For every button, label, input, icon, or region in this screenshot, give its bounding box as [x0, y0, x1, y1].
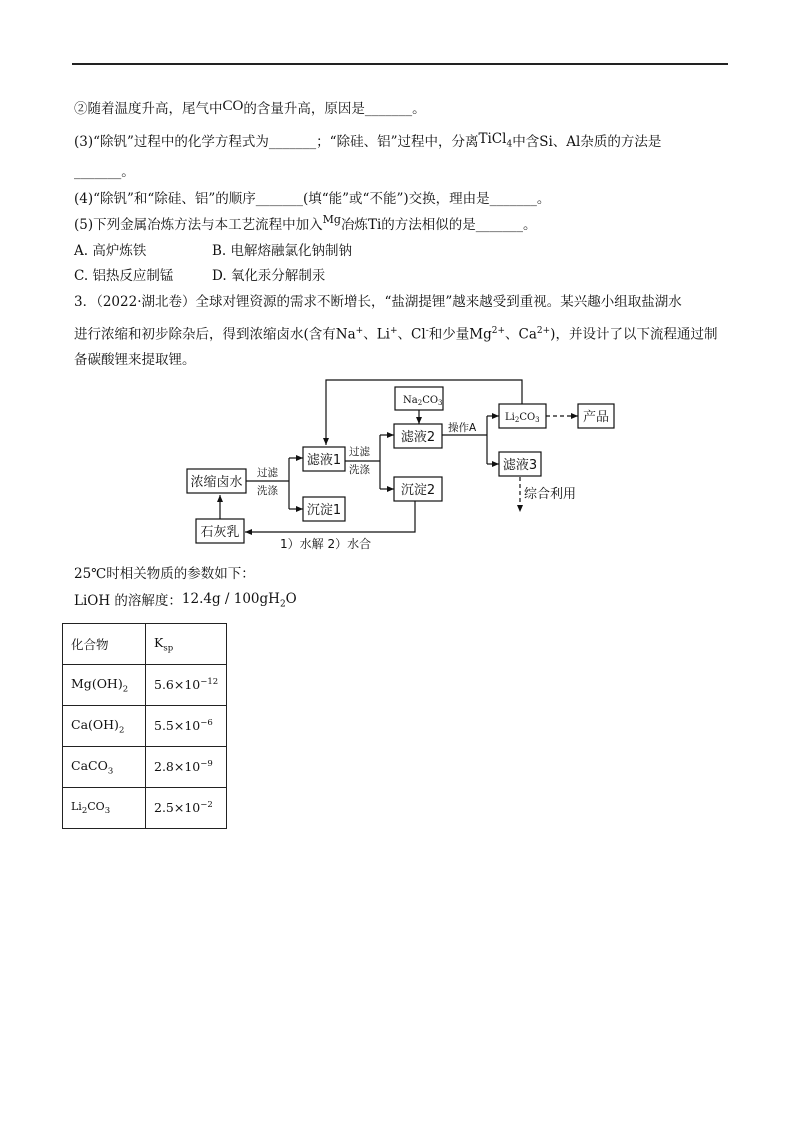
- table-row: [63, 665, 227, 706]
- problem3-text-2c: )，并设计了以下流程通过制: [550, 326, 718, 343]
- option-text: 铝热反应制锰: [92, 268, 174, 284]
- mg-charge: 2+: [491, 326, 505, 336]
- cl-ion: Cl: [411, 326, 426, 343]
- ksp-exponent: −2: [200, 800, 213, 811]
- formula-sub: 3: [104, 806, 111, 817]
- header-compound: [63, 624, 146, 665]
- precip2-label: 沉淀2: [400, 483, 436, 498]
- option-key: B.: [212, 243, 227, 259]
- q2-text-b: 的含量升高，原因是_______。: [243, 101, 426, 117]
- formula-part: (OH): [91, 675, 123, 691]
- q4-text: (4)“除钒”和“除硅、铝”的顺序_______(填“能”或“不能”)交换，理由是_______。: [74, 191, 551, 207]
- lioh-value: [181, 591, 297, 610]
- filtrate3-label: 滤液3: [502, 458, 538, 473]
- separator: 、: [397, 326, 412, 343]
- li2co3-sub3: 3: [535, 416, 540, 424]
- wash-label-2: 洗涤: [349, 464, 370, 476]
- ksp-mantissa: 5.5×10: [154, 718, 201, 734]
- ksp-cell: [146, 747, 227, 788]
- compound-cell: [63, 788, 146, 829]
- ksp-sub: sp: [163, 643, 174, 654]
- compound-cell: [63, 665, 146, 706]
- formula-part: Mg: [71, 675, 92, 691]
- ticl-sub: 4: [506, 139, 513, 150]
- lime-milk-label: 石灰乳: [200, 525, 240, 540]
- option-key: A.: [74, 243, 89, 259]
- na2co3-sub2: 2: [417, 399, 423, 407]
- ksp-cell: [146, 665, 227, 706]
- brine-label: 浓缩卤水: [190, 475, 243, 490]
- filter-label-2: 过滤: [349, 446, 370, 458]
- option-text: 电解熔融氯化钠制钠: [230, 243, 353, 259]
- option-text: 高炉炼铁: [92, 243, 147, 259]
- option-key: C.: [74, 268, 89, 284]
- q5-text-b: 冶炼: [340, 217, 368, 233]
- header-compound-text: 化合物: [71, 637, 109, 652]
- operation-a-label: 操作A: [448, 422, 477, 434]
- formula-sub: 2: [122, 684, 129, 695]
- formula-sub: 2: [118, 725, 125, 736]
- lioh-solubility: [74, 592, 297, 616]
- separator: 、: [505, 326, 519, 343]
- precip1-label: 沉淀1: [306, 503, 342, 518]
- na2co3-na: Na: [403, 395, 418, 406]
- ksp-mantissa: 5.6×10: [154, 677, 201, 693]
- ksp-cell: [146, 788, 227, 829]
- lioh-sub: 2: [279, 599, 286, 610]
- table-header-row: [63, 624, 227, 665]
- q3-text-c: 、: [552, 134, 567, 150]
- ksp-table: [62, 623, 227, 829]
- problem3-text-2a: 进行浓缩和初步除杂后，得到浓缩卤水(含有: [74, 326, 336, 343]
- li2co3-formula: [505, 412, 540, 424]
- filtrate1-label: 滤液1: [306, 453, 342, 468]
- table-row: [63, 788, 227, 829]
- compound-cell: [63, 706, 146, 747]
- ksp-exponent: −9: [200, 759, 213, 770]
- ksp-mantissa: 2.8×10: [154, 759, 201, 775]
- table-row: [63, 706, 227, 747]
- na2co3-formula: [403, 395, 443, 407]
- q3-text-d: 杂质的方法是: [580, 134, 662, 150]
- si-formula: Si: [539, 134, 553, 150]
- li-charge: +: [390, 326, 398, 336]
- problem3-text-2b: 和少量: [428, 326, 470, 343]
- header-ksp: [146, 624, 227, 665]
- mg-formula: Mg: [322, 213, 341, 226]
- separator: 、: [363, 326, 377, 343]
- wash-label-1: 洗涤: [257, 485, 278, 497]
- q3-text-b: 中含: [512, 134, 540, 150]
- option-key: D.: [212, 268, 227, 284]
- problem3-text-1: 3．（2022·湖北卷）全球对锂资源的需求不断增长，“盐湖提锂”越来越受到重视。某兴趣小组取盐湖水: [74, 294, 682, 310]
- ticl-text: TiCl: [478, 131, 507, 147]
- ksp-k: K: [154, 634, 164, 650]
- params-intro: [74, 565, 255, 583]
- formula-part: Ca: [71, 716, 89, 732]
- ksp-cell: [146, 706, 227, 747]
- q5-text-c: 的方法相似的是_______。: [381, 217, 537, 233]
- ti-formula: Ti: [367, 217, 382, 233]
- q2-text-a: ②随着温度升高，尾气中: [74, 101, 223, 117]
- formula-sub: 2: [81, 806, 88, 817]
- mg-ion: Mg: [469, 326, 492, 343]
- formula-part: CaCO: [71, 757, 108, 773]
- formula-part: CO: [87, 799, 105, 813]
- filter-label-1: 过滤: [257, 467, 278, 479]
- option-text: 氧化汞分解制汞: [230, 268, 326, 284]
- na2co3-co: CO: [422, 395, 439, 406]
- ksp-exponent: −6: [200, 718, 213, 729]
- lioh-label: LiOH 的溶解度：: [74, 593, 182, 609]
- ksp-exponent: −12: [200, 677, 219, 688]
- ksp-mantissa: 2.5×10: [154, 800, 201, 816]
- li2co3-co: CO: [519, 412, 536, 423]
- co-formula: CO: [222, 98, 244, 114]
- product-label: 产品: [582, 410, 610, 425]
- q3-text-a: (3)“除钒”过程中的化学方程式为_______；“除硅、铝”过程中，分离: [74, 134, 479, 150]
- formula-part: Li: [71, 799, 82, 813]
- ca-ion: Ca: [518, 326, 537, 343]
- table-row: [63, 747, 227, 788]
- li-ion: Li: [376, 326, 390, 343]
- hydrolysis-note: 1）水解 2）水合: [280, 537, 372, 551]
- q3-text-e: _______。: [74, 164, 135, 180]
- cl-charge: -: [425, 326, 429, 336]
- compound-cell: [63, 747, 146, 788]
- params-intro-text: 25℃时相关物质的参数如下：: [74, 566, 255, 582]
- li2co3-li: Li: [505, 412, 515, 423]
- svg-text:Na2CO3: [403, 395, 443, 407]
- na2co3-sub3: 3: [438, 399, 443, 407]
- problem3-text-3: 备碳酸锂来提取锂。: [74, 352, 196, 368]
- li2co3-sub2: 2: [514, 416, 520, 424]
- ca-charge: 2+: [536, 326, 551, 336]
- q5-text-a: (5)下列金属冶炼方法与本工艺流程中加入: [74, 217, 323, 233]
- lioh-end: O: [285, 591, 297, 607]
- formula-part: (OH): [88, 716, 119, 732]
- formula-sub: 3: [107, 766, 114, 777]
- comprehensive-use-label: 综合利用: [523, 487, 577, 502]
- na-ion: Na: [335, 326, 356, 343]
- al-formula: Al: [566, 134, 581, 150]
- svg-text:Li2CO3: [505, 412, 540, 424]
- na-charge: +: [355, 326, 364, 336]
- lioh-value-text: 12.4g / 100gH: [181, 591, 280, 607]
- filtrate2-label: 滤液2: [400, 430, 436, 445]
